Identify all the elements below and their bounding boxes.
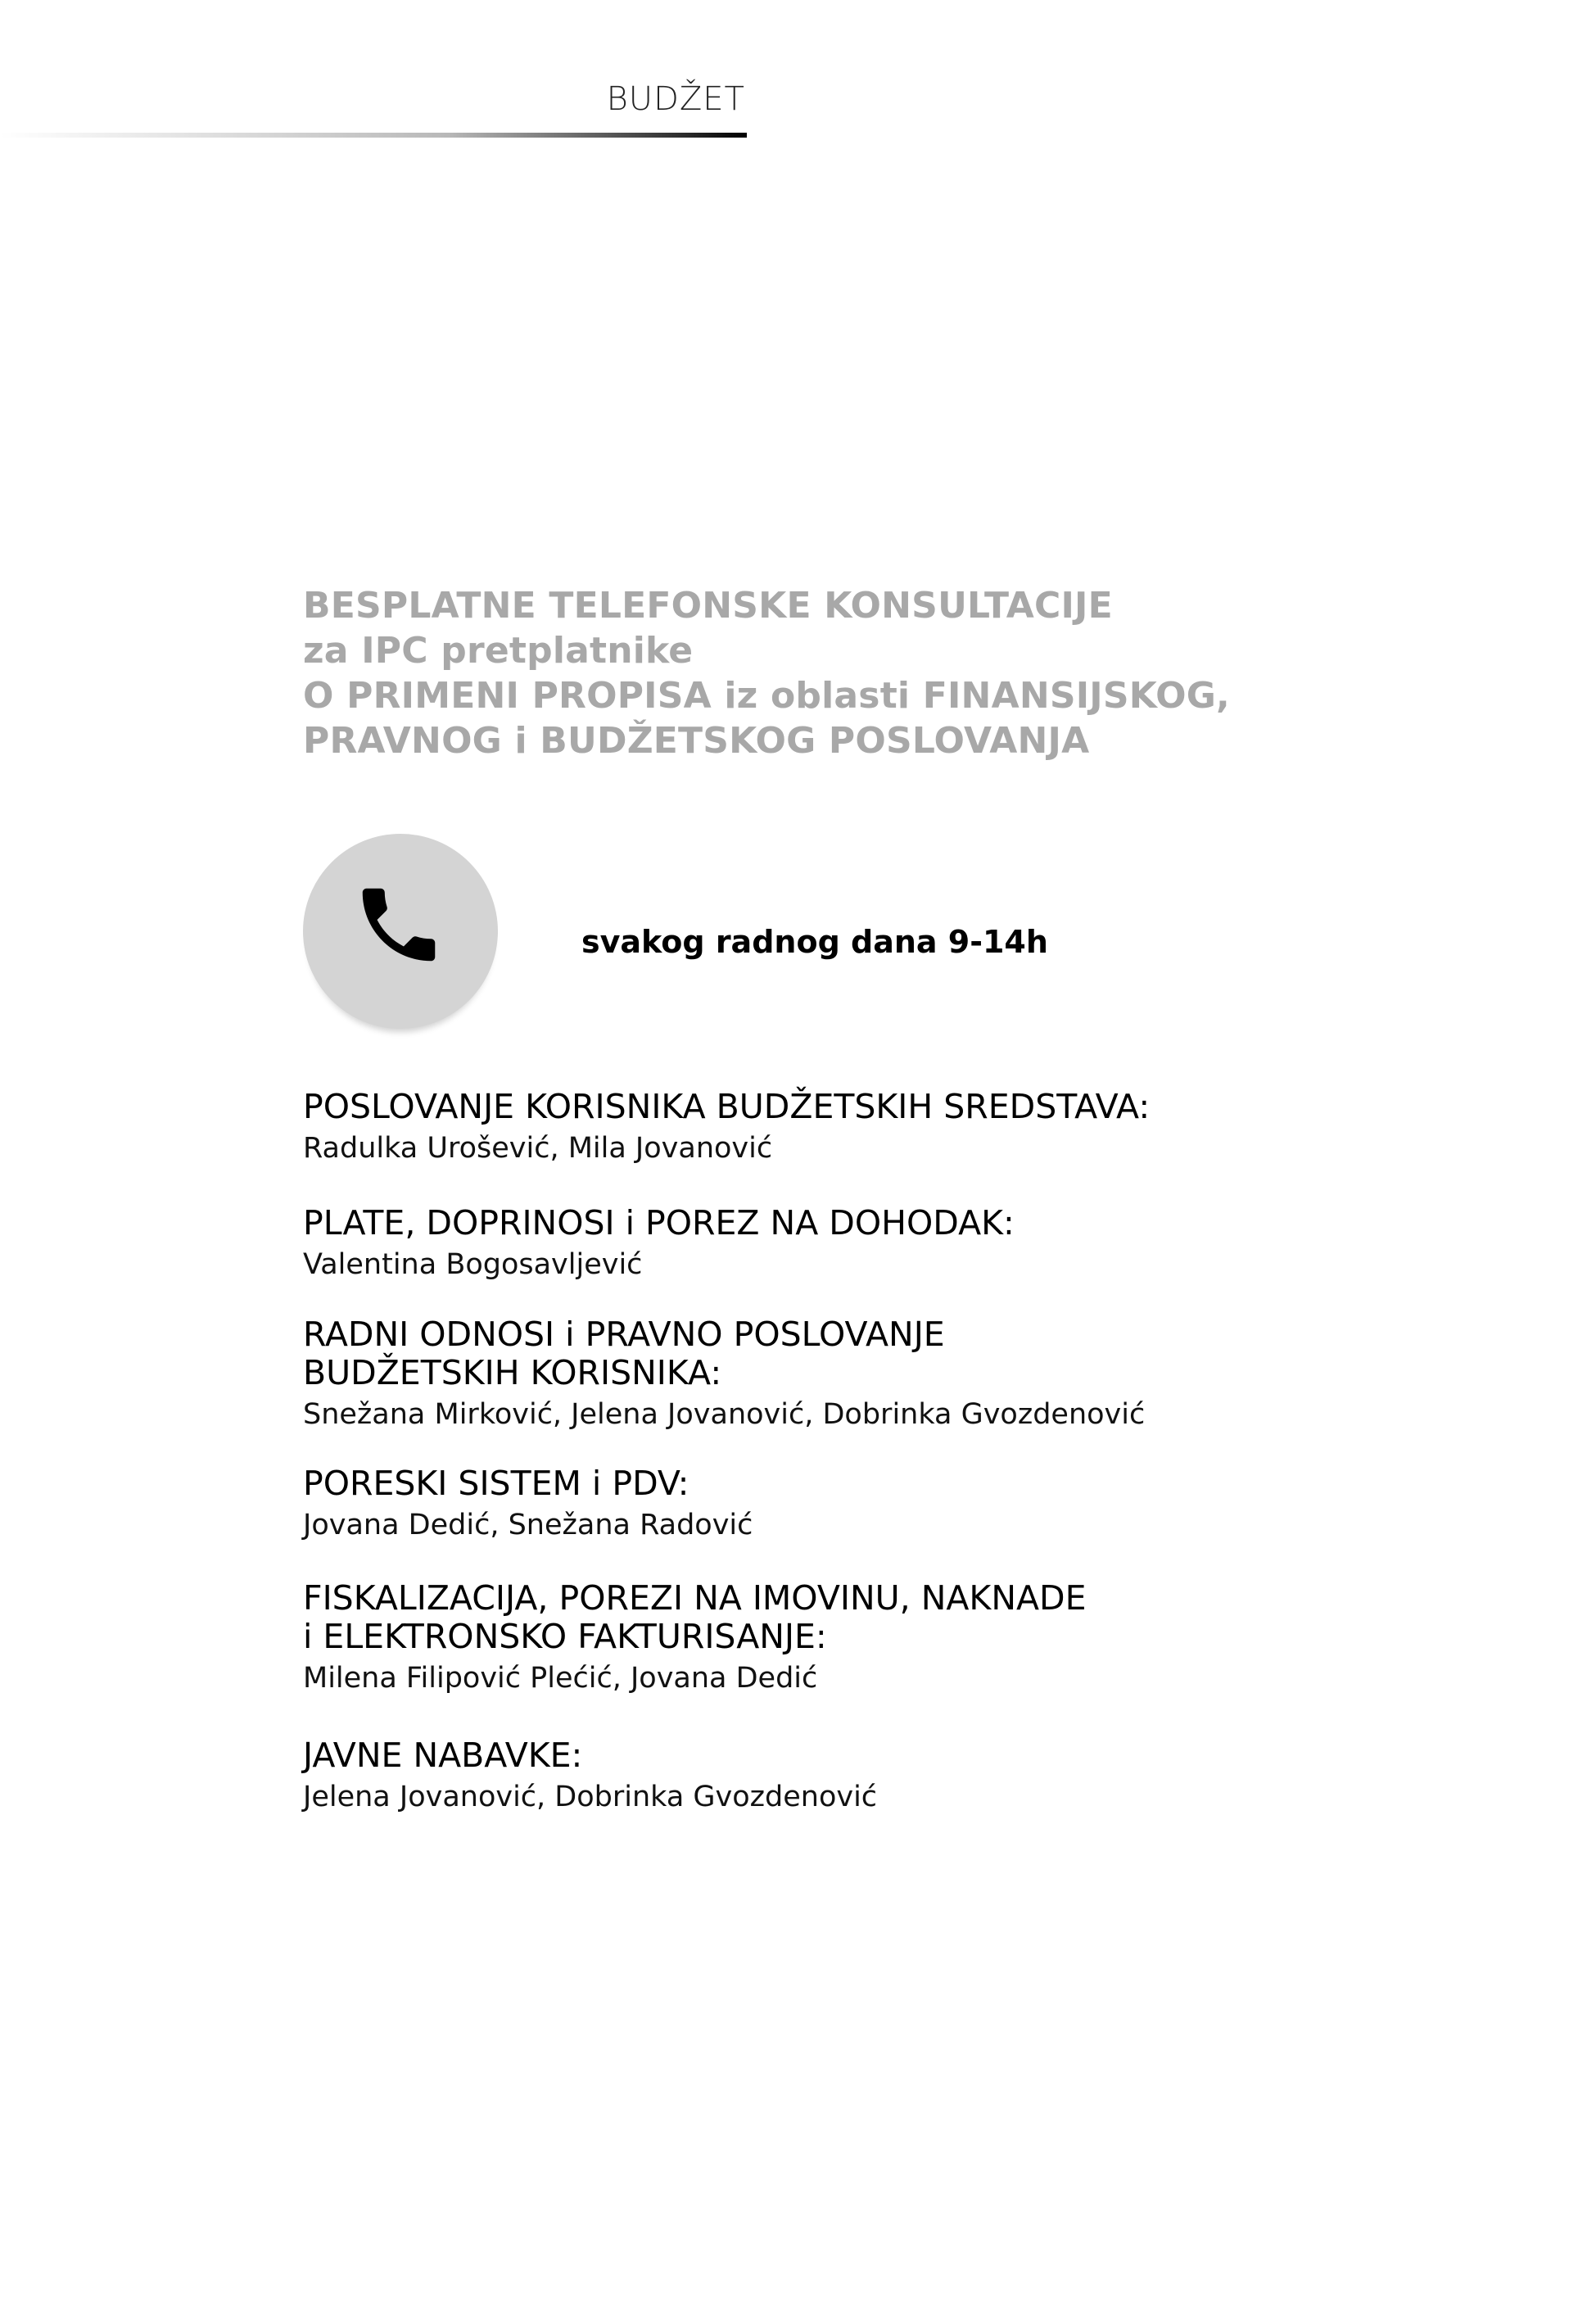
headline-line: za IPC pretplatnike [303, 630, 694, 672]
section-consultants: Snežana Mirković, Jelena Jovanović, Dobrinka Gvozdenović [303, 1398, 1146, 1431]
section-consultants: Milena Filipović Plećić, Jovana Dedić [303, 1662, 818, 1695]
section-consultants: Radulka Urošević, Mila Jovanović [303, 1132, 773, 1165]
section-title: RADNI ODNOSI i PRAVNO POSLOVANJE [303, 1315, 945, 1354]
headline-line: BESPLATNE TELEFONSKE KONSULTACIJE [303, 585, 1113, 627]
consultation-hours: svakog radnog dana 9-14h [581, 924, 1048, 960]
headline [303, 583, 1368, 763]
header-rule [0, 133, 747, 138]
section-fiscalization [303, 1579, 1449, 1695]
section-public-procurement [303, 1736, 1449, 1814]
headline-line: PRAVNOG i BUDŽETSKOG POSLOVANJA [303, 720, 1090, 762]
section-title: PORESKI SISTEM i PDV: [303, 1464, 689, 1503]
section-labor-relations [303, 1315, 1449, 1432]
section-title: FISKALIZACIJA, POREZI NA IMOVINU, NAKNADE [303, 1578, 1087, 1618]
section-title: PLATE, DOPRINOSI i POREZ NA DOHODAK: [303, 1203, 1015, 1242]
phone-badge [303, 834, 498, 1029]
section-title: i ELEKTRONSKO FAKTURISANJE: [303, 1617, 827, 1656]
section-consultants: Jelena Jovanović, Dobrinka Gvozdenović [303, 1781, 878, 1813]
headline-line: O PRIMENI PROPISA iz oblasti FINANSIJSKOG, [303, 675, 1230, 717]
section-budget-users [303, 1088, 1449, 1166]
section-title: POSLOVANJE KORISNIKA BUDŽETSKIH SREDSTAVA: [303, 1087, 1151, 1126]
section-consultants: Valentina Bogosavljević [303, 1248, 643, 1281]
section-tax-system [303, 1464, 1449, 1542]
phone-icon [350, 876, 447, 973]
page-header-label: BUDŽET [606, 80, 745, 118]
section-title: BUDŽETSKIH KORISNIKA: [303, 1353, 722, 1392]
section-title: JAVNE NABAVKE: [303, 1736, 583, 1775]
section-salaries [303, 1204, 1449, 1282]
section-consultants: Jovana Dedić, Snežana Radović [303, 1509, 753, 1541]
